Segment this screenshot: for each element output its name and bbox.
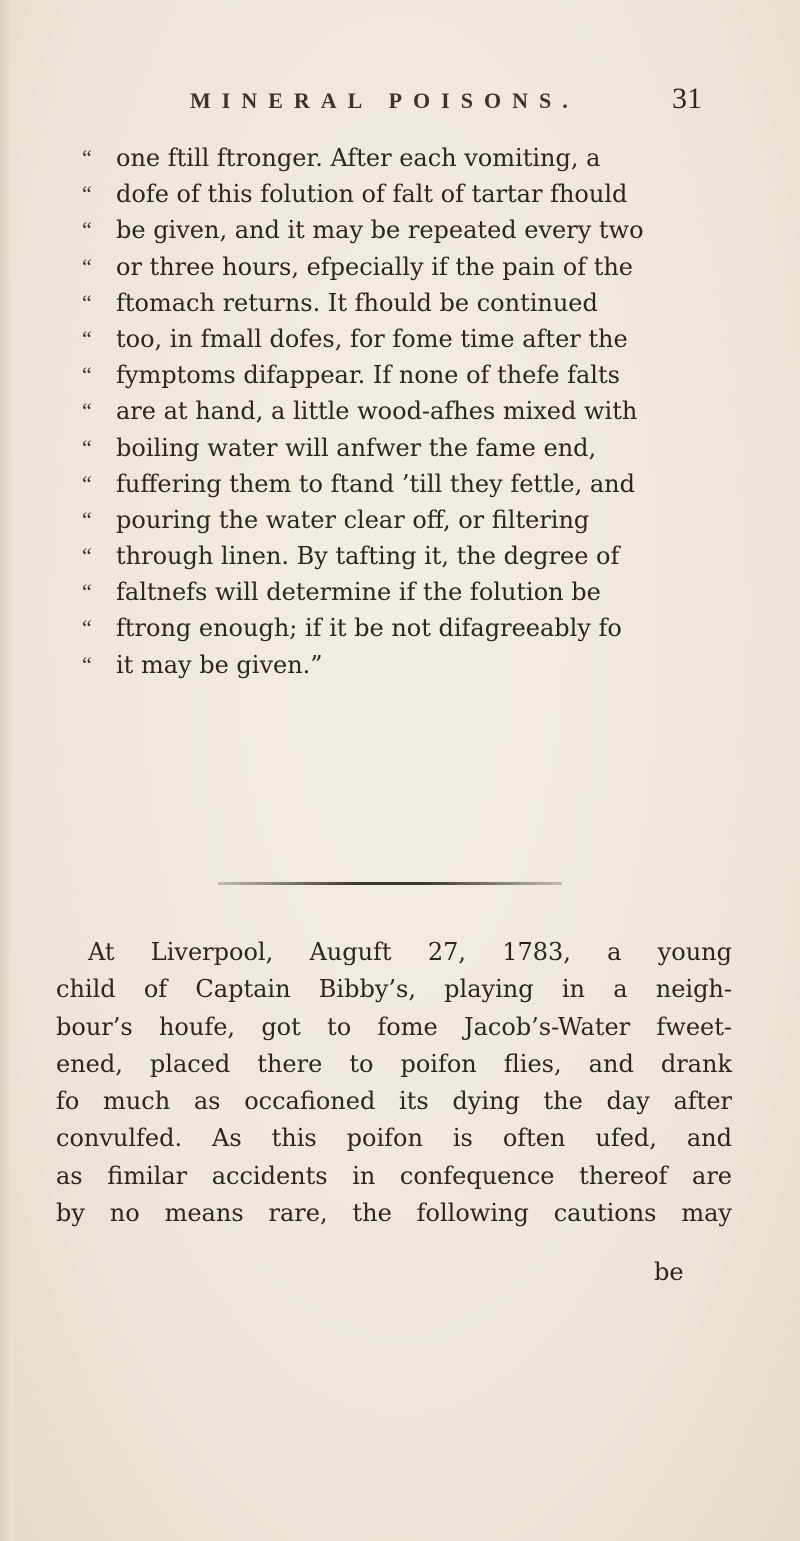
quote-line-text: faltnefs will determine if the folution be xyxy=(116,578,601,607)
quote-line-text: it may be given.” xyxy=(116,650,323,679)
quote-line-text: ftrong enough; if it be not difagreeably fo xyxy=(116,614,622,643)
quote-line-text: one ftill ftronger. After each vomiting, a xyxy=(116,144,601,172)
quote-line xyxy=(82,574,722,610)
body-paragraph xyxy=(56,934,732,1232)
quote-line-text: too, in fmall dofes, for fome time after the xyxy=(116,324,628,353)
quote-line xyxy=(82,610,722,646)
catchword: be xyxy=(654,1258,684,1286)
quote-line xyxy=(82,430,722,466)
quote-mark: “ xyxy=(82,579,92,605)
quote-line xyxy=(82,393,722,429)
quote-line-text: are at hand, a little wood-afhes mixed with xyxy=(116,397,638,426)
quote-mark: “ xyxy=(82,615,92,641)
quote-line xyxy=(82,538,722,574)
quote-line-text: boiling water will anfwer the fame end, xyxy=(116,433,597,462)
section-divider-rule xyxy=(218,882,562,885)
body-line: convulfed. As this poifon is often ufed, and xyxy=(56,1124,732,1153)
quote-mark: “ xyxy=(82,145,92,170)
quote-line-text: be given, and it may be repeated every two xyxy=(116,216,644,245)
quote-mark: “ xyxy=(82,398,92,424)
quote-line-text: or three hours, efpecially if the pain of the xyxy=(116,252,634,281)
page-header xyxy=(0,82,800,126)
quote-mark: “ xyxy=(82,325,92,351)
quote-line xyxy=(82,357,722,393)
quote-mark: “ xyxy=(82,434,92,460)
quote-line-text: dofe of this folution of falt of tartar fhould xyxy=(116,180,628,209)
quote-line xyxy=(82,647,722,683)
quote-mark: “ xyxy=(82,362,92,388)
quote-mark: “ xyxy=(82,543,92,569)
quote-mark: “ xyxy=(82,289,92,315)
quote-line xyxy=(82,502,722,538)
quote-line xyxy=(82,466,722,502)
quote-line-text: ftomach returns. It fhould be continued xyxy=(116,288,598,317)
quote-mark: “ xyxy=(82,470,92,496)
running-head: MINERAL POISONS. xyxy=(190,88,579,113)
quoted-passage xyxy=(82,140,722,683)
quote-line xyxy=(82,249,722,285)
body-line: ened, placed there to poifon flies, and drank xyxy=(56,1049,732,1078)
body-line: as fimilar accidents in confequence thereof are xyxy=(56,1161,732,1190)
quote-line xyxy=(82,285,722,321)
quote-mark: “ xyxy=(82,506,92,532)
binding-edge xyxy=(0,0,14,1541)
body-line: child of Captain Bibby’s, playing in a neigh- xyxy=(56,975,732,1004)
body-line: At Liverpool, Auguft 27, 1783, a young xyxy=(88,938,732,966)
body-line: fo much as occafioned its dying the day after xyxy=(56,1087,732,1116)
quote-line xyxy=(82,321,722,357)
quote-mark: “ xyxy=(82,181,92,207)
body-line: by no means rare, the following cautions may xyxy=(56,1199,732,1228)
quote-line xyxy=(82,176,722,212)
quote-line xyxy=(82,212,722,248)
quote-mark: “ xyxy=(82,651,92,677)
quote-mark: “ xyxy=(82,253,92,279)
quote-line-text: pouring the water clear off, or filtering xyxy=(116,505,590,534)
body-line: bour’s houfe, got to fome Jacob’s-Water fweet- xyxy=(56,1012,732,1041)
quote-line xyxy=(82,140,722,176)
quote-line-text: fymptoms difappear. If none of thefe falts xyxy=(116,361,620,390)
quote-line-text: fuffering them to ftand ’till they fettle, and xyxy=(116,469,635,498)
quote-mark: “ xyxy=(82,217,92,243)
quote-line-text: through linen. By tafting it, the degree of xyxy=(116,542,620,571)
page-number: 31 xyxy=(672,82,702,115)
